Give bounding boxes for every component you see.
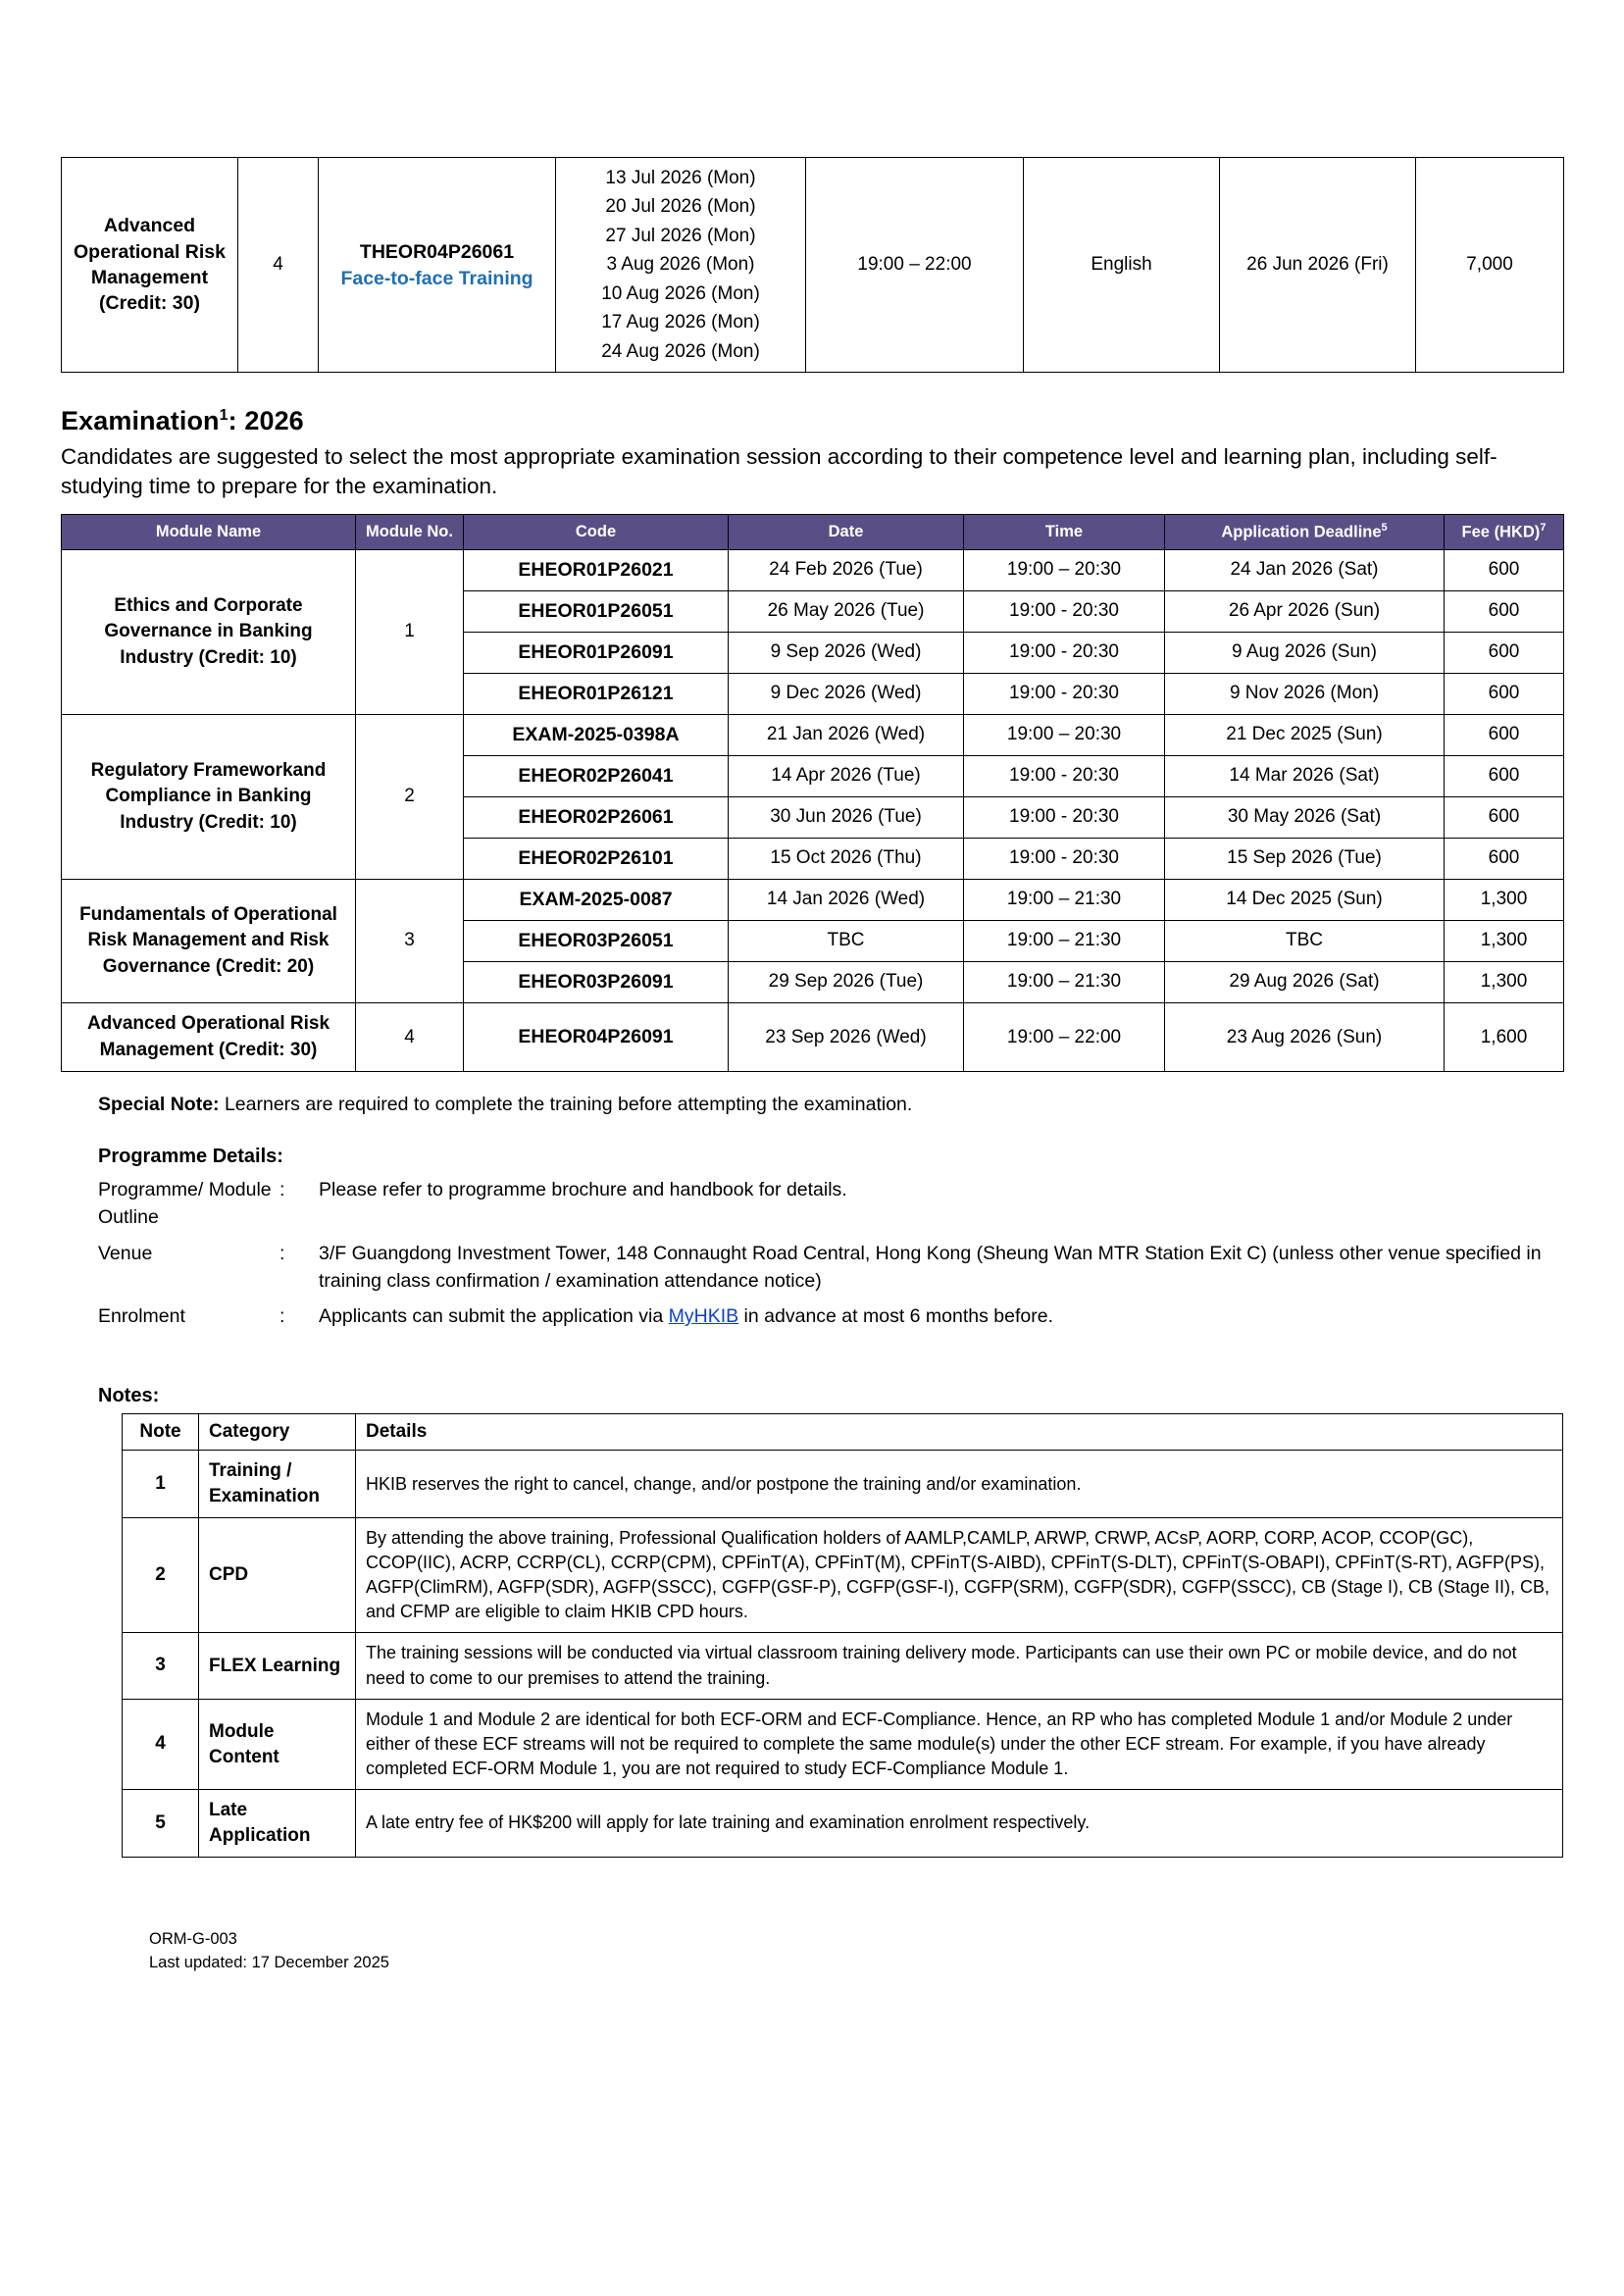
training-date: 3 Aug 2026 (Mon) [606,254,755,276]
exam-time: 19:00 - 20:30 [964,632,1165,673]
programme-details-colon: : [279,1242,285,1264]
note-number: 2 [123,1517,199,1633]
training-fee: 7,000 [1416,158,1564,373]
note-details: A late entry fee of HK$200 will apply for late training and examination enrolment respectively. [356,1790,1563,1857]
exam-date: 15 Oct 2026 (Thu) [729,838,964,879]
exam-deadline: 15 Sep 2026 (Tue) [1165,838,1445,879]
training-date: 17 Aug 2026 (Mon) [601,312,760,333]
note-number: 5 [123,1790,199,1857]
header-code: Code [464,514,729,549]
special-note-text: Learners are required to complete the training before attempting the examination. [219,1094,913,1116]
table-header-row [62,514,1564,549]
note-category: Training / Examination [199,1451,356,1517]
header-module-name: Module Name [62,514,356,549]
exam-fee: 600 [1445,549,1564,590]
programme-details-value: 3/F Guangdong Investment Tower, 148 Connaught Road Central, Hong Kong (Sheung Wan MTR Station Exit C) (unless other venue specified in training class confirmation / examination attendance notice) [319,1242,1542,1292]
examination-heading-year: : 2026 [228,406,304,436]
header-note: Note [123,1414,199,1451]
notes-table [122,1413,1563,1857]
enrolment-text-before: Applicants can submit the application via [319,1305,669,1328]
header-deadline-text: Application Deadline [1221,523,1382,541]
exam-deadline: TBC [1165,920,1445,961]
exam-date: 30 Jun 2026 (Tue) [729,796,964,838]
exam-deadline: 30 May 2026 (Sat) [1165,796,1445,838]
exam-fee: 600 [1445,673,1564,714]
exam-time: 19:00 – 21:30 [964,920,1165,961]
table-row [123,1517,1563,1633]
exam-module-name: Ethics and Corporate Governance in Banking Industry (Credit: 10) [62,549,356,714]
exam-date: 14 Jan 2026 (Wed) [729,879,964,920]
exam-fee: 600 [1445,632,1564,673]
exam-fee: 1,300 [1445,961,1564,1002]
exam-time: 19:00 – 20:30 [964,549,1165,590]
programme-details-label: Programme/ Module Outline [98,1179,272,1229]
exam-code: EHEOR01P26121 [464,673,729,714]
note-category: CPD [199,1517,356,1633]
exam-fee: 600 [1445,714,1564,755]
exam-deadline: 9 Nov 2026 (Mon) [1165,673,1445,714]
exam-time: 19:00 - 20:30 [964,796,1165,838]
programme-details-value: Please refer to programme brochure and handbook for details. [319,1179,847,1201]
footer-doc-id: ORM-G-003 [149,1929,237,1948]
exam-fee: 600 [1445,796,1564,838]
note-number: 3 [123,1633,199,1699]
table-row [123,1451,1563,1517]
note-number: 1 [123,1451,199,1517]
examination-heading [61,406,1563,436]
exam-deadline: 24 Jan 2026 (Sat) [1165,549,1445,590]
training-date: 24 Aug 2026 (Mon) [601,340,760,362]
exam-date: 9 Dec 2026 (Wed) [729,673,964,714]
table-row [62,158,1564,373]
examination-schedule-table [61,514,1564,1072]
training-code: THEOR04P26061 [359,240,515,263]
exam-code: EHEOR04P26091 [464,1002,729,1071]
examination-heading-text: Examination [61,406,220,436]
exam-time: 19:00 – 21:30 [964,961,1165,1002]
exam-module-name: Regulatory Frameworkand Compliance in Banking Industry (Credit: 10) [62,714,356,879]
programme-details-label: Enrolment [98,1305,185,1328]
exam-module-name: Advanced Operational Risk Management (Credit: 30) [62,1002,356,1071]
special-note-label: Special Note: [98,1094,220,1116]
note-details: The training sessions will be conducted via virtual classroom training delivery mode. Participants can use their own PC or mobile device, and do not need to come to our premises to attend the training. [356,1633,1563,1699]
exam-time: 19:00 - 20:30 [964,755,1165,796]
exam-deadline: 21 Dec 2025 (Sun) [1165,714,1445,755]
exam-code: EXAM-2025-0398A [464,714,729,755]
examination-intro: Candidates are suggested to select the most appropriate examination session according to their competence level and learning plan, including self-studying time to prepare for the examination. [61,444,1497,499]
training-module-name: Advanced Operational Risk Management (Credit: 30) [62,158,238,373]
header-deadline [1165,514,1445,549]
exam-time: 19:00 - 20:30 [964,838,1165,879]
exam-deadline: 14 Dec 2025 (Sun) [1165,879,1445,920]
table-row [62,1002,1564,1071]
myhkib-link[interactable]: MyHKIB [668,1305,739,1328]
header-time: Time [964,514,1165,549]
programme-details-row [98,1299,1559,1334]
exam-module-no: 2 [356,714,464,879]
exam-fee: 600 [1445,755,1564,796]
exam-code: EHEOR03P26051 [464,920,729,961]
exam-date: 14 Apr 2026 (Tue) [729,755,964,796]
programme-details-row [98,1236,1559,1300]
exam-module-no: 1 [356,549,464,714]
page-content [61,0,1563,2015]
note-details: HKIB reserves the right to cancel, change, and/or postpone the training and/or examination. [356,1451,1563,1517]
exam-code: EHEOR01P26091 [464,632,729,673]
training-date: 13 Jul 2026 (Mon) [605,168,756,188]
header-details: Details [356,1414,1563,1451]
training-delivery-mode: Face-to-face Training [340,268,533,289]
special-note [98,1094,1563,1116]
training-date: 27 Jul 2026 (Mon) [605,225,756,246]
training-code-cell [319,158,556,373]
note-category: Late Application [199,1790,356,1857]
table-row [62,549,1564,590]
exam-time: 19:00 – 21:30 [964,879,1165,920]
exam-code: EXAM-2025-0087 [464,879,729,920]
exam-module-no: 3 [356,879,464,1002]
training-date: 20 Jul 2026 (Mon) [605,196,756,218]
note-number: 4 [123,1699,199,1790]
exam-deadline: 29 Aug 2026 (Sat) [1165,961,1445,1002]
note-details: By attending the above training, Professional Qualification holders of AAMLP,CAMLP, ARWP, CRWP, ACsP, AORP, CORP, ACOP, CCOP(GC), CCOP(IIC), ACRP, CCRP(CL), CCRP(CPM), CPFinT(A), CPFinT(M), CPFinT(S-AIBD), CPFinT(S-DLT), CPFinT(S-OBAPI), CPFinT(S-RT), AGFP(PS), AGFP(ClimRM), AGFP(SDR), AGFP(SSCC), CGFP(GSF-P), CGFP(GSF-I), CGFP(SRM), CGFP(SDR), CGFP(SSCC), CB (Stage I), CB (Stage II), CB, and CFMP are eligible to claim HKIB CPD hours. [356,1517,1563,1633]
training-dates-list [560,164,801,366]
notes-title: Notes: [98,1385,160,1407]
exam-code: EHEOR02P26041 [464,755,729,796]
header-fee [1445,514,1564,549]
exam-code: EHEOR02P26061 [464,796,729,838]
exam-time: 19:00 - 20:30 [964,590,1165,632]
table-row [123,1790,1563,1857]
table-header-row [123,1414,1563,1451]
table-row [123,1699,1563,1790]
exam-deadline: 14 Mar 2026 (Sat) [1165,755,1445,796]
exam-deadline: 23 Aug 2026 (Sun) [1165,1002,1445,1071]
note-category: FLEX Learning [199,1633,356,1699]
header-date: Date [729,514,964,549]
exam-fee: 600 [1445,590,1564,632]
exam-code: EHEOR01P26021 [464,549,729,590]
exam-time: 19:00 – 22:00 [964,1002,1165,1071]
programme-details-table [98,1172,1559,1334]
training-schedule-table [61,157,1564,373]
training-time: 19:00 – 22:00 [806,158,1024,373]
exam-deadline: 9 Aug 2026 (Sun) [1165,632,1445,673]
footer-last-updated: Last updated: 17 December 2025 [149,1953,389,1971]
training-language: English [1024,158,1220,373]
header-deadline-sup: 5 [1381,521,1388,534]
exam-code: EHEOR03P26091 [464,961,729,1002]
exam-code: EHEOR01P26051 [464,590,729,632]
programme-details-row [98,1172,1559,1236]
exam-date: TBC [729,920,964,961]
table-row [123,1633,1563,1699]
programme-details-value-enrolment [319,1299,1559,1334]
exam-time: 19:00 – 20:30 [964,714,1165,755]
programme-details-colon: : [279,1305,285,1328]
note-details: Module 1 and Module 2 are identical for both ECF-ORM and ECF-Compliance. Hence, an RP who has completed Module 1 and/or Module 2 under either of these ECF streams will not be required to complete the same module(s) under the other ECF stream. For example, if you have already completed ECF-ORM Module 1, you are not required to study ECF-Compliance Module 1. [356,1699,1563,1790]
header-fee-text: Fee (HKD) [1461,523,1541,541]
exam-date: 24 Feb 2026 (Tue) [729,549,964,590]
exam-time: 19:00 - 20:30 [964,673,1165,714]
training-deadline: 26 Jun 2026 (Fri) [1220,158,1416,373]
programme-details-label: Venue [98,1242,153,1264]
programme-details-title: Programme Details: [98,1146,283,1168]
header-fee-sup: 7 [1540,521,1547,534]
exam-deadline: 26 Apr 2026 (Sun) [1165,590,1445,632]
enrolment-text-after: in advance at most 6 months before. [738,1305,1053,1328]
exam-date: 9 Sep 2026 (Wed) [729,632,964,673]
programme-details-colon: : [279,1179,285,1201]
examination-heading-sup: 1 [219,407,228,425]
document-footer [149,1928,1563,2015]
table-row [62,879,1564,920]
exam-fee: 1,600 [1445,1002,1564,1071]
training-module-no: 4 [238,158,319,373]
exam-date: 26 May 2026 (Tue) [729,590,964,632]
exam-date: 29 Sep 2026 (Tue) [729,961,964,1002]
header-category: Category [199,1414,356,1451]
exam-date: 21 Jan 2026 (Wed) [729,714,964,755]
exam-code: EHEOR02P26101 [464,838,729,879]
exam-fee: 1,300 [1445,879,1564,920]
exam-fee: 1,300 [1445,920,1564,961]
exam-module-name: Fundamentals of Operational Risk Management and Risk Governance (Credit: 20) [62,879,356,1002]
note-category: Module Content [199,1699,356,1790]
training-dates-cell [556,158,806,373]
header-module-no: Module No. [356,514,464,549]
training-date: 10 Aug 2026 (Mon) [601,282,760,304]
exam-date: 23 Sep 2026 (Wed) [729,1002,964,1071]
table-row [62,714,1564,755]
exam-fee: 600 [1445,838,1564,879]
exam-module-no: 4 [356,1002,464,1071]
